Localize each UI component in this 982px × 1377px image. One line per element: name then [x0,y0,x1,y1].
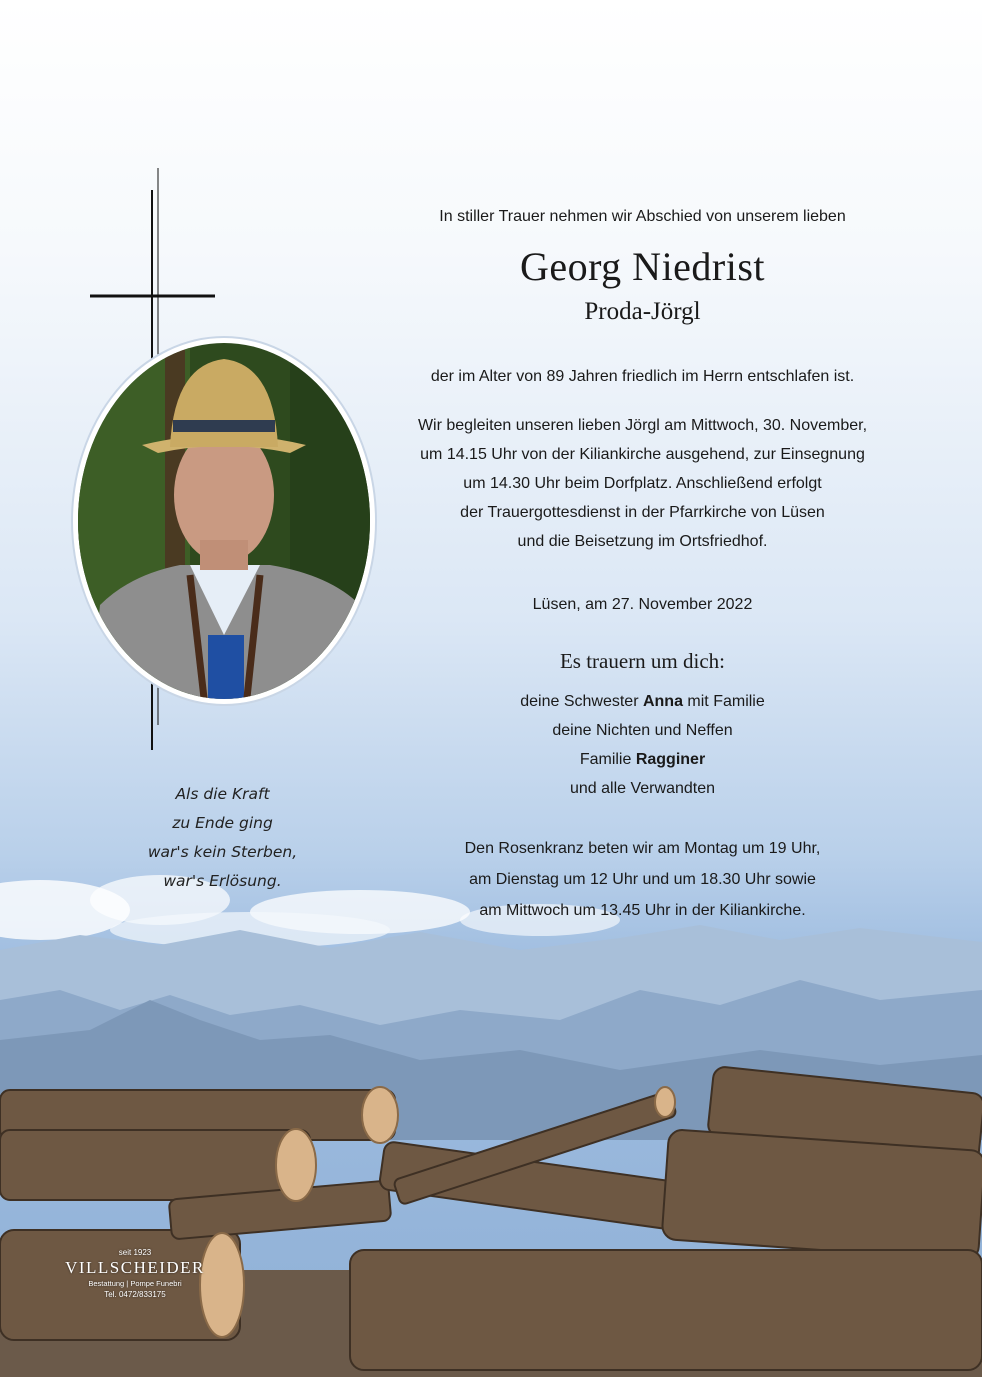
mourner-nieces: deine Nichten und Neffen [552,722,733,739]
mourner-text: mit Familie [682,693,765,710]
rosary-line: am Mittwoch um 13.45 Uhr in der Kiliankirche. [479,902,806,919]
poem-line: Als die Kraft [175,785,270,803]
logo-phone: Tel. 0472/833175 [104,1290,166,1299]
poem-line: zu Ende ging [172,814,273,832]
obituary-text [400,205,885,926]
rosary-line: Den Rosenkranz beten wir am Montag um 19 Uhr, [464,840,821,857]
funeral-line: um 14.15 Uhr von der Kiliankirche ausgehend, zur Einsegnung [420,446,865,463]
poem [100,780,345,896]
rosary-line: am Dienstag um 12 Uhr und um 18.30 Uhr sowie [469,871,816,888]
funeral-line: um 14.30 Uhr beim Dorfplatz. Anschließend erfolgt [463,475,822,492]
mourner-relatives: und alle Verwandten [570,780,715,797]
age-line: der im Alter von 89 Jahren friedlich im Herrn entschlafen ist. [430,368,855,385]
logo-brand: VILLSCHEIDER [65,1258,205,1277]
poem-line: war's Erlösung. [163,872,282,890]
funeral-line: der Trauergottesdienst in der Pfarrkirche von Lüsen [460,504,825,521]
funeral-home-logo [60,1248,210,1300]
deceased-nickname: Proda-Jörgl [584,298,701,325]
logo-subtitle: Bestattung | Pompe Funebri [88,1279,182,1288]
mourner-family [400,745,885,774]
place-date: Lüsen, am 27. November 2022 [532,596,753,613]
funeral-details [400,411,885,556]
mourner-sister [400,687,885,716]
mourner-name-bold: Ragginer [635,751,706,768]
portrait-photo [70,335,378,707]
mourners-list [400,687,885,803]
deceased-name: Georg Niedrist [519,244,766,289]
funeral-line: und die Beisetzung im Ortsfriedhof. [517,533,768,550]
logo-since: seit 1923 [118,1248,152,1257]
mourners-heading: Es trauern um dich: [559,649,726,673]
funeral-line: Wir begleiten unseren lieben Jörgl am Mittwoch, 30. November, [417,417,868,434]
mourner-name-bold: Anna [642,693,683,710]
mourner-text: deine Schwester [520,693,643,710]
mourner-text: Familie [579,751,636,768]
intro-line: In stiller Trauer nehmen wir Abschied von unserem lieben [439,208,846,225]
logs-decoration [0,1050,982,1377]
rosary-schedule [400,833,885,926]
poem-line: war's kein Sterben, [147,843,298,861]
